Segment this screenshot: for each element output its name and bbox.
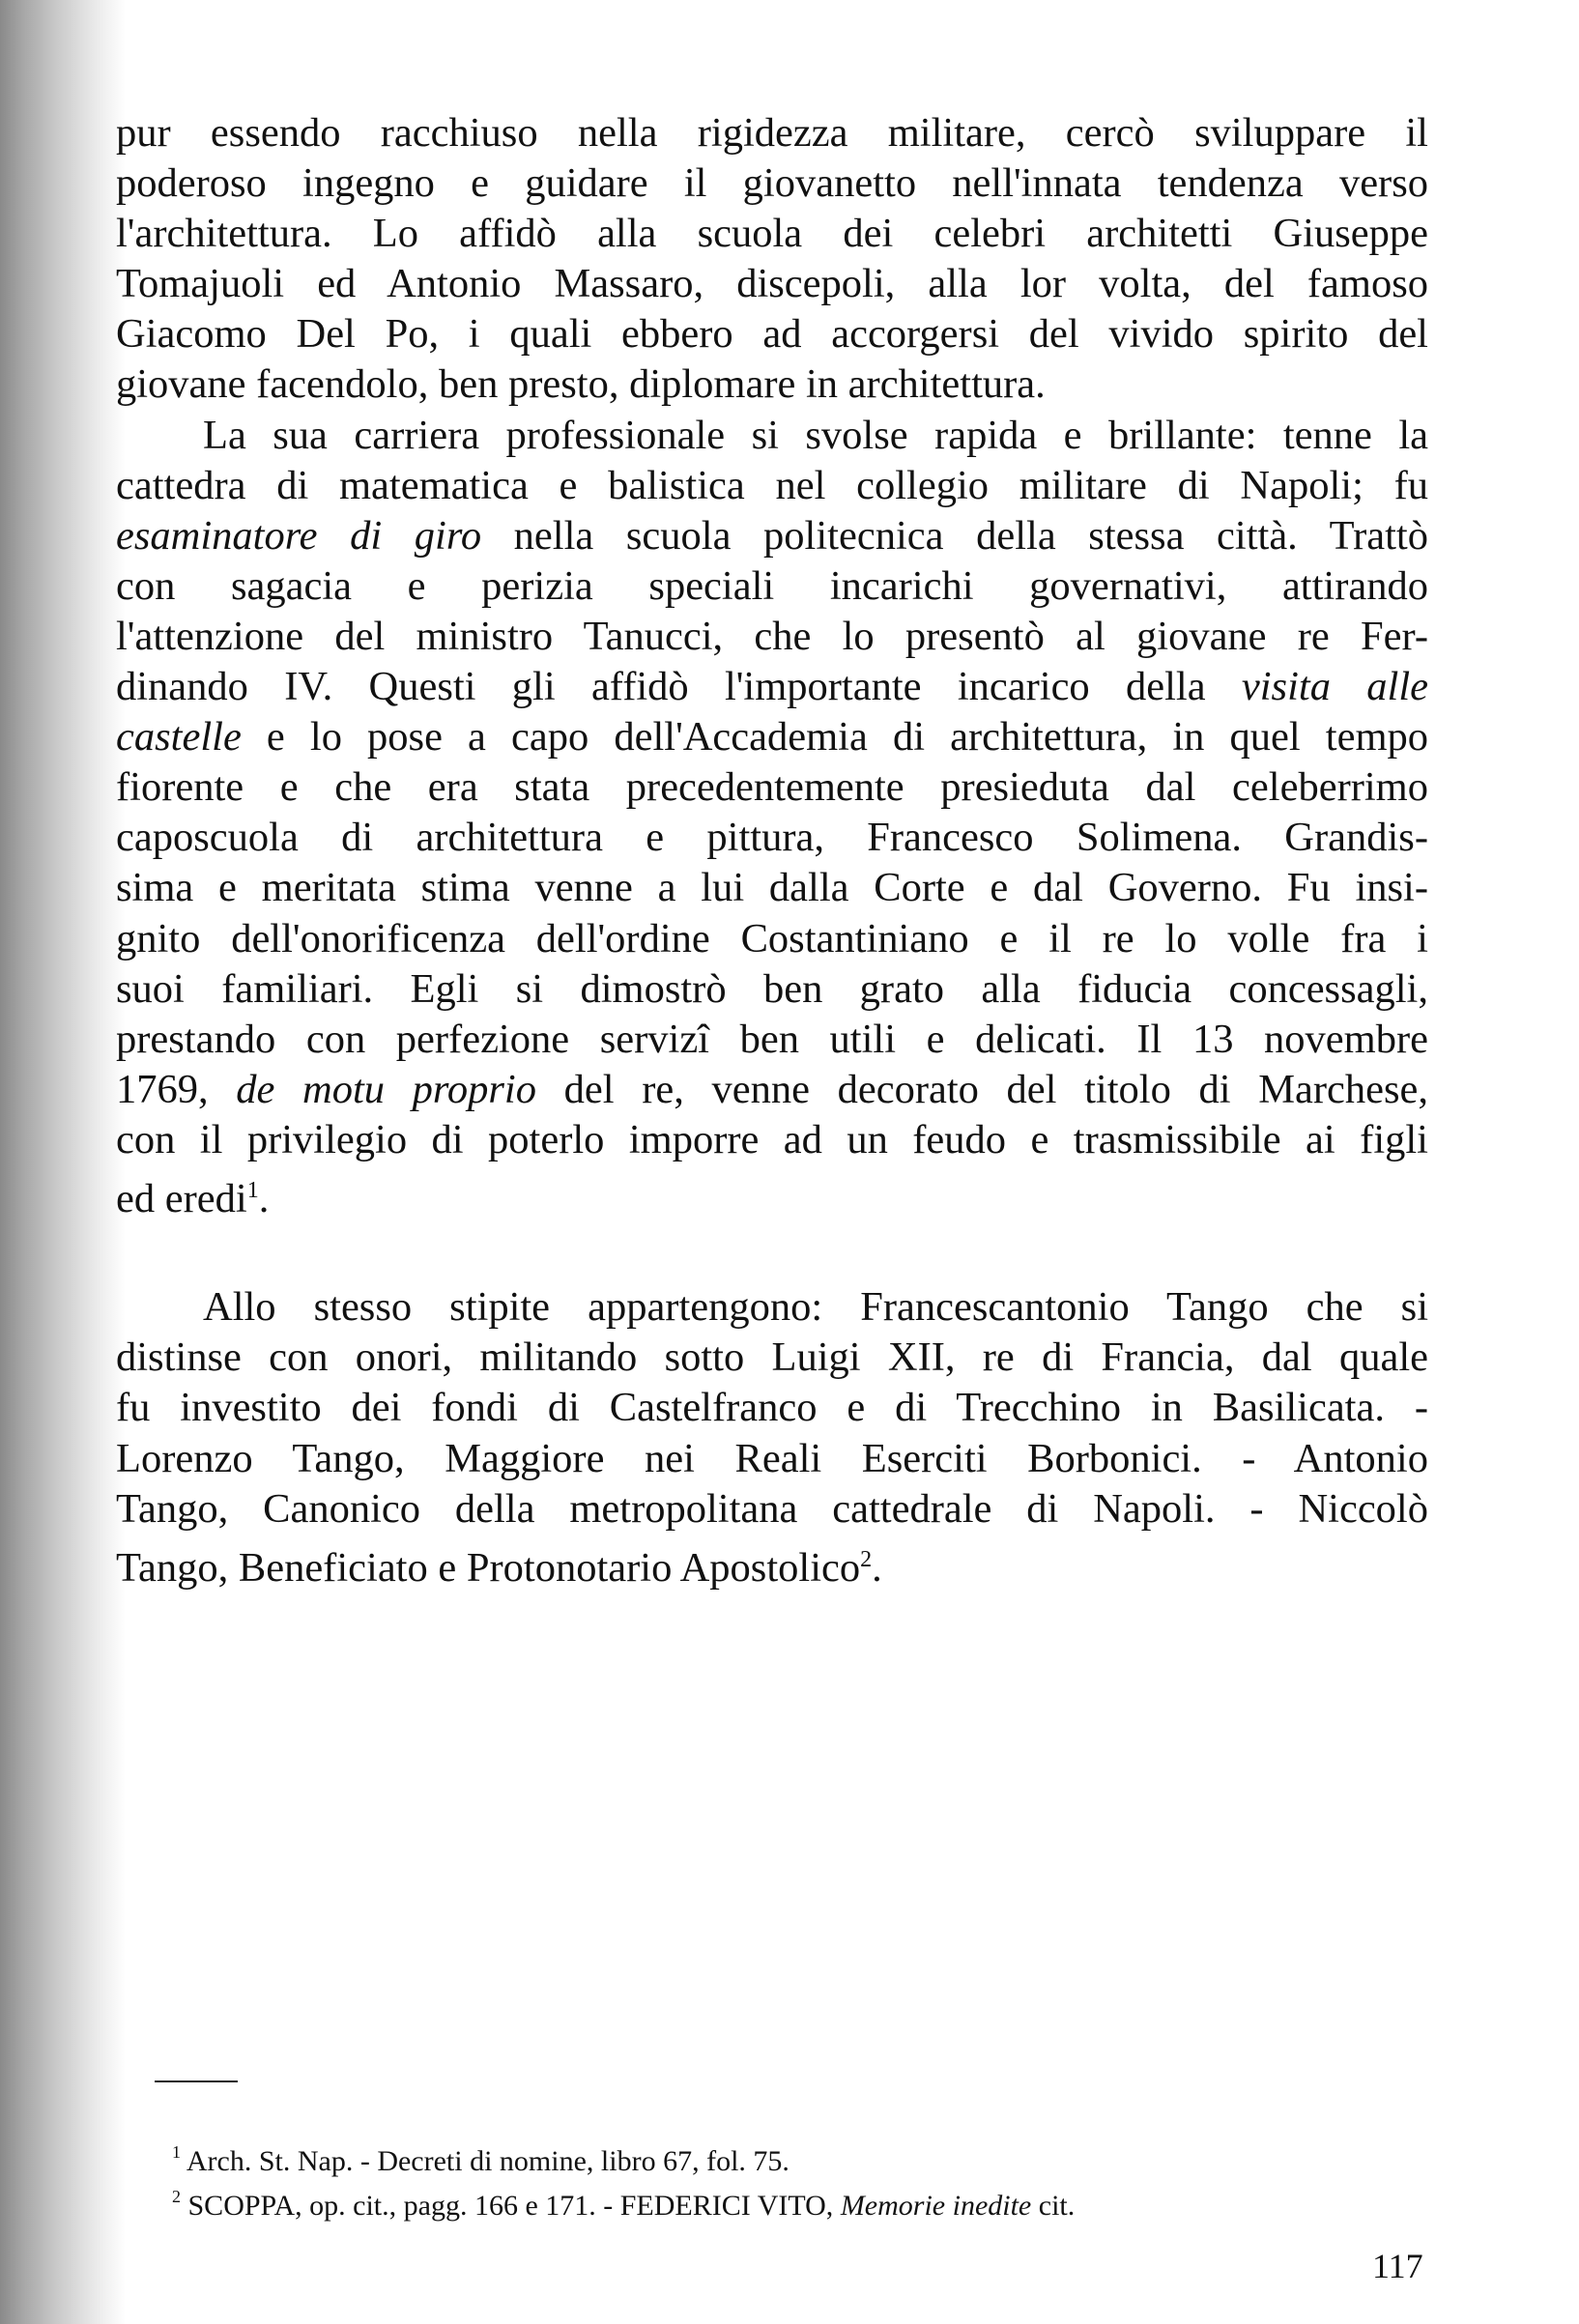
text-line: con sagacia e perizia speciali incarichi governativi, attirando xyxy=(116,562,1428,609)
text-line xyxy=(116,1065,1428,1115)
text-line: giovane facendolo, ben presto, diplomare in architettura. xyxy=(116,361,1046,408)
text-fragment: . xyxy=(258,1176,270,1222)
text-line: cattedra di matematica e balistica nel collegio militare di Napoli; fu xyxy=(116,462,1428,508)
text-line: Giacomo Del Po, i quali ebbero ad accorgersi del vivido spirito del xyxy=(116,311,1428,358)
text-line: pur essendo racchiuso nella rigidezza militare, cercò sviluppare il xyxy=(116,110,1428,156)
text-fragment: ed eredi xyxy=(116,1176,247,1222)
italic-phrase: esaminatore di giro xyxy=(116,512,482,559)
footnote-mark: 2 xyxy=(172,2187,181,2206)
scan-gutter-shadow xyxy=(0,0,126,2324)
text-line: Tomajuoli ed Antonio Massaro, discepoli, alla lor volta, del famoso xyxy=(116,261,1428,307)
text-line: l'architettura. Lo affidò alla scuola dei celebri architetti Giuseppe xyxy=(116,211,1428,257)
text-fragment: del re, venne decorato del titolo di Marchese, xyxy=(536,1066,1428,1112)
text-line: prestando con perfezione servizî ben utili e delicati. Il 13 novembre xyxy=(116,1016,1428,1062)
text-fragment: nella scuola politecnica della stessa città. Trattò xyxy=(481,512,1428,559)
paragraph-gap xyxy=(116,1224,1428,1282)
text-line: fiorente e che era stata precedentemente presieduta dal celeberrimo xyxy=(116,764,1428,811)
footnote-text: cit. xyxy=(1031,2190,1076,2222)
italic-phrase: de motu proprio xyxy=(236,1066,536,1112)
text-line: gnito dell'onorificenza dell'ordine Costantiniano e il re lo volle fra i xyxy=(116,915,1428,961)
text-fragment: Tango, Beneficiato e Protonotario Apostolico xyxy=(116,1544,861,1591)
text-line xyxy=(116,1535,1428,1593)
text-fragment: . xyxy=(872,1544,882,1591)
italic-phrase: visita alle xyxy=(1241,664,1428,710)
footnote-1 xyxy=(172,2136,1428,2180)
text-line: poderoso ingegno e guidare il giovanetto nell'innata tendenza verso xyxy=(116,160,1428,207)
text-line xyxy=(116,712,1428,762)
text-fragment: 1769, xyxy=(116,1066,237,1112)
footnote-text: SCOPPA, op. cit., pagg. 166 e 171. - FEDERICI VITO, xyxy=(187,2190,841,2222)
footnote-2 xyxy=(172,2180,1428,2224)
text-line: Allo stesso stipite appartengono: Francescantonio Tango che si xyxy=(203,1284,1428,1331)
paragraph-1 xyxy=(116,108,1428,1224)
text-line xyxy=(116,511,1428,561)
text-line xyxy=(116,662,1428,712)
footnote-separator xyxy=(155,2080,238,2082)
italic-phrase: castelle xyxy=(116,714,242,760)
footnote-ref-1[interactable]: 1 xyxy=(246,1177,259,1203)
text-line: caposcuola di architettura e pittura, Francesco Solimena. Grandis- xyxy=(116,815,1428,861)
footnotes xyxy=(172,2136,1428,2224)
text-line: Tango, Canonico della metropolitana cattedrale di Napoli. - Niccolò xyxy=(116,1485,1428,1532)
page-number: 117 xyxy=(1372,2247,1423,2285)
text-line: Lorenzo Tango, Maggiore nei Reali Eserciti Borbonici. - Antonio xyxy=(116,1435,1428,1481)
text-line: suoi familiari. Egli si dimostrò ben grato alla fiducia concessagli, xyxy=(116,965,1428,1012)
text-fragment: e lo pose a capo dell'Accademia di architettura, in quel tempo xyxy=(241,714,1428,760)
page-body xyxy=(116,108,1428,1593)
text-line xyxy=(116,1165,1428,1224)
footnote-text: Arch. St. Nap. - Decreti di nomine, libro 67, fol. 75. xyxy=(186,2145,790,2177)
text-line: l'attenzione del ministro Tanucci, che lo presentò al giovane re Fer- xyxy=(116,613,1428,659)
text-line: sima e meritata stima venne a lui dalla Corte e dal Governo. Fu insi- xyxy=(116,865,1428,911)
footnote-italic: Memorie inedite xyxy=(840,2190,1032,2222)
paragraph-2 xyxy=(116,1282,1428,1593)
text-line: distinse con onori, militando sotto Luigi XII, re di Francia, dal quale xyxy=(116,1334,1428,1381)
footnote-ref-2[interactable]: 2 xyxy=(860,1546,873,1572)
footnote-mark: 1 xyxy=(172,2142,181,2162)
text-line: con il privilegio di poterlo imporre ad un feudo e trasmissibile ai figli xyxy=(116,1116,1428,1162)
text-fragment: dinando IV. Questi gli affidò l'importante incarico della xyxy=(116,664,1242,710)
text-line: fu investito dei fondi di Castelfranco e di Trecchino in Basilicata. - xyxy=(116,1385,1428,1431)
text-line: La sua carriera professionale si svolse rapida e brillante: tenne la xyxy=(203,412,1428,458)
